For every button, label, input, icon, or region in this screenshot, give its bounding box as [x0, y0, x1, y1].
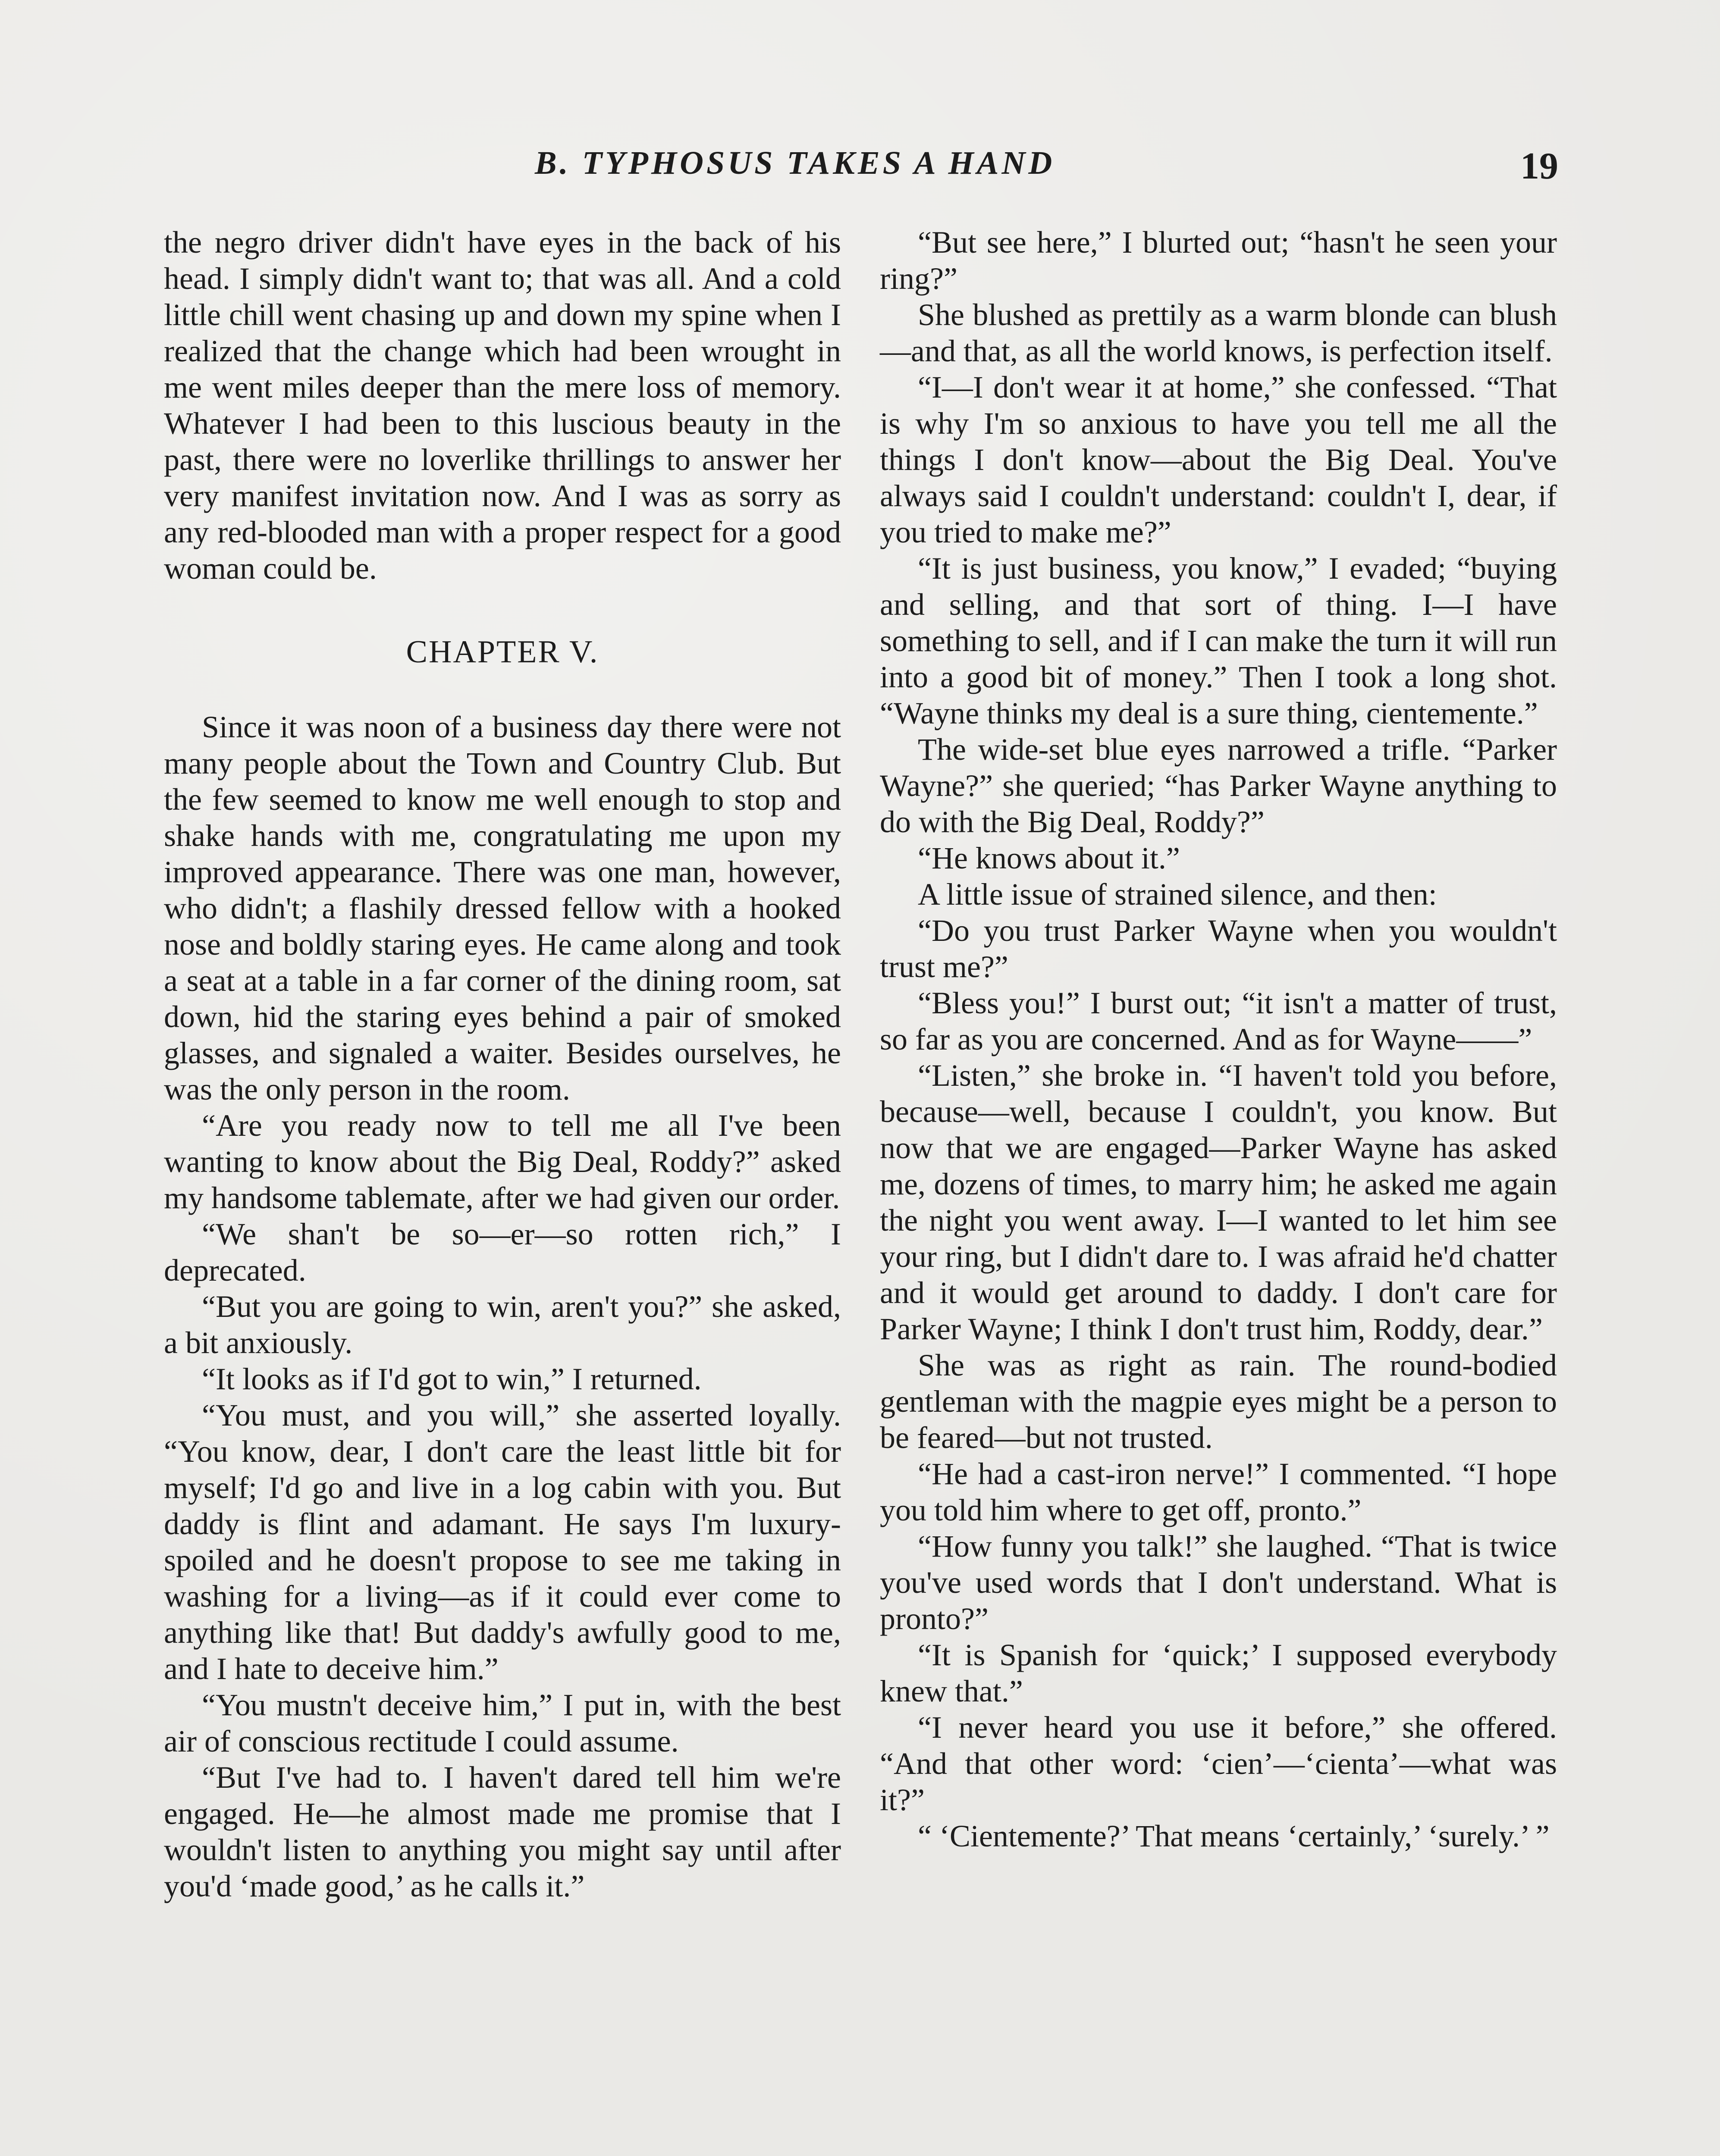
paragraph: “I—I don't wear it at home,” she confessed. “That is why I'm so anxious to have you tell me all the things I don't know—about the Big Deal. You've always said I couldn't understand: couldn't I, dear, if you tried to make me?” [880, 370, 1557, 549]
paragraph: “He had a cast-iron nerve!” I commented. “I hope you told him where to get off, pronto.” [880, 1457, 1557, 1527]
paragraph: “Bless you!” I burst out; “it isn't a matter of trust, so far as you are concerned. And as for Wayne——” [880, 986, 1557, 1056]
paragraph: “He knows about it.” [918, 841, 1180, 875]
chapter-heading: CHAPTER V. [406, 634, 599, 670]
paragraph: Since it was noon of a business day there were not many people about the Town and Country Club. But the few seemed to know me well enough to stop and shake hands with me, congratulating me upon my improved appearance. There was one man, however, who didn't; a flashily dressed fellow with a hooked nose and boldly staring eyes. He came along and took a seat at a table in a far corner of the dining room, sat down, hid the staring eyes behind a pair of smoked glasses, and signaled a waiter. Besides ourselves, he was the only person in the room. [164, 710, 841, 1106]
paragraph: “But you are going to win, aren't you?” she asked, a bit anxiously. [164, 1289, 841, 1360]
paragraph: “You mustn't deceive him,” I put in, with the best air of conscious rectitude I could assume. [164, 1688, 841, 1758]
paragraph: “But see here,” I blurted out; “hasn't he seen your ring?” [880, 225, 1557, 296]
paragraph: “But I've had to. I haven't dared tell him we're engaged. He—he almost made me promise that I wouldn't listen to anything you might say until after you'd ‘made good,’ as he calls it.” [164, 1760, 841, 1903]
running-title: B. TYPHOSUS TAKES A HAND [535, 145, 1055, 181]
paragraph: “It looks as if I'd got to win,” I returned. [202, 1362, 702, 1396]
paragraph: the negro driver didn't have eyes in the back of his head. I simply didn't want to; that was all. And a cold little chill went chasing up and down my spine when I realized that the change which had been wrought in me went miles deeper than the mere loss of memory. Whatever I had been to this luscious beauty in the past, there were no loverlike thrillings to answer her very manifest invitation now. And I was as sorry as any red-blooded man with a proper respect for a good woman could be. [164, 225, 841, 586]
paragraph: “I never heard you use it before,” she offered. “And that other word: ‘cien’—‘cienta’—what was it?” [880, 1710, 1557, 1817]
left-column [164, 224, 841, 1904]
paragraph: She blushed as prettily as a warm blonde can blush—and that, as all the world knows, is perfection itself. [880, 298, 1557, 368]
right-column [880, 224, 1557, 1854]
paragraph: “Are you ready now to tell me all I've been wanting to know about the Big Deal, Roddy?” asked my handsome tablemate, after we had given our order. [164, 1108, 841, 1215]
paragraph: “How funny you talk!” she laughed. “That is twice you've used words that I don't understand. What is pronto?” [880, 1529, 1557, 1636]
page-number: 19 [1520, 145, 1558, 187]
paragraph: “You must, and you will,” she asserted loyally. “You know, dear, I don't care the least little bit for myself; I'd go and live in a log cabin with you. But daddy is flint and adamant. He says I'm luxury-spoiled and he doesn't propose to see me taking in washing for a living—as if it could ever come to anything like that! But daddy's awfully good to me, and I hate to deceive him.” [164, 1398, 841, 1686]
paragraph: “ ‘Cientemente?’ That means ‘certainly,’ ‘surely.’ ” [918, 1819, 1550, 1853]
paragraph: “It is just business, you know,” I evaded; “buying and selling, and that sort of thing. I—I have something to sell, and if I can make the turn it will run into a good bit of money.” Then I took a long shot. “Wayne thinks my deal is a sure thing, cientemente.” [880, 551, 1557, 730]
paragraph: “Do you trust Parker Wayne when you wouldn't trust me?” [880, 913, 1557, 984]
paragraph: “Listen,” she broke in. “I haven't told you before, because—well, because I couldn't, you know. But now that we are engaged—Parker Wayne has asked me, dozens of times, to marry him; he asked me again the night you went away. I—I wanted to let him see your ring, but I didn't dare to. I was afraid he'd chatter and it would get around to daddy. I don't care for Parker Wayne; I think I don't trust him, Roddy, dear.” [880, 1058, 1557, 1346]
paragraph: “It is Spanish for ‘quick;’ I supposed everybody knew that.” [880, 1638, 1557, 1708]
paragraph: A little issue of strained silence, and then: [918, 877, 1437, 912]
paragraph: She was as right as rain. The round-bodied gentleman with the magpie eyes might be a person to be feared—but not trusted. [880, 1348, 1557, 1455]
paragraph: “We shan't be so—er—so rotten rich,” I deprecated. [164, 1217, 841, 1288]
paragraph: The wide-set blue eyes narrowed a trifle. “Parker Wayne?” she queried; “has Parker Wayne anything to do with the Big Deal, Roddy?” [880, 732, 1557, 839]
